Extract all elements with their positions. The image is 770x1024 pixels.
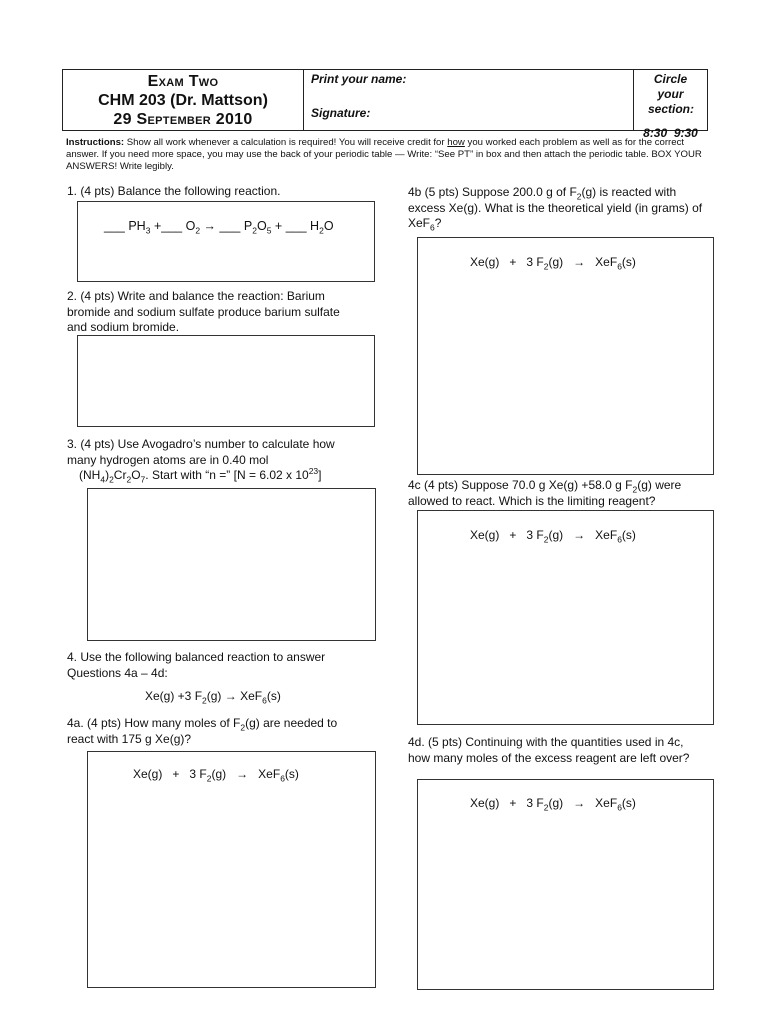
answer-box-3[interactable] [87,488,376,641]
answer-box-4a[interactable] [87,751,376,988]
question-4c-prompt: 4c (4 pts) Suppose 70.0 g Xe(g) +58.0 g $F_2(g)$ were allowed to react. Which is the limiting reagent? [408,478,682,508]
instructions [66,137,716,174]
signature-label: Signature: [311,106,371,120]
exam-title: Exam Two [147,73,219,90]
section-cell[interactable] [634,70,707,140]
answer-box-4c[interactable] [417,510,714,725]
exam-title-cell [63,70,304,130]
name-cell[interactable] [304,70,634,130]
instructions-text-2: you worked each problem as well as for the correct answer. If you need more space, you may use the back of your periodic table — Write: “See PT” in box and then attach the periodic table. BOX YOUR ANSWERS! Write legibly. [66,137,702,173]
question-1-prompt: 1. (4 pts) Balance the following reaction. [67,184,281,198]
instructions-text-1: Show all work whenever a calculation is required! You will receive credit for [124,137,448,148]
exam-date: 29 September 2010 [113,111,253,128]
circle-section-label: Circle your section: [648,72,695,116]
answer-box-4d[interactable] [417,779,714,990]
question-3-prompt: 3. (4 pts) Use Avogadro’s number to calculate how many hydrogen atoms are in 0.40 mol $(NH_4)_2Cr_2O_7$. Start with “n =” [N = 6.02 x $10^{23}$] [67,437,335,485]
instructions-how: how [447,137,465,148]
answer-box-4b[interactable] [417,237,714,475]
question-2-prompt: 2. (4 pts) Write and balance the reaction: Barium bromide and sodium sulfate produce barium sulfate and sodium bromide. [67,289,340,334]
box-4c-equation: Xe(g) + 3 $F_2(g)$ → XeF$_6$(s) [470,528,636,545]
question-4a-prompt: 4a. (4 pts) How many moles of $F_2(g)$ are needed to react with 175 g Xe(g)? [67,716,338,746]
section-options[interactable]: 8:30 9:30 [643,126,698,140]
course-title: CHM 203 (Dr. Mattson) [98,92,268,109]
question-4d-prompt: 4d. (5 pts) Continuing with the quantities used in 4c, how many moles of the excess reagent are left over? [408,735,690,765]
question-4-prompt: 4. Use the following balanced reaction to answer Questions 4a – 4d: [67,650,326,680]
exam-header [62,69,708,140]
answer-box-1[interactable] [77,201,375,282]
answer-box-2[interactable] [77,335,375,427]
question-1-equation: ___ $PH_3$ +___ $O_2$ → ___ $P_2O_5$ + ___ $H_2O$ [104,219,334,236]
question-4-equation: Xe(g) +3 $F_2(g) \to XeF_6(s)$ [145,689,281,706]
box-4b-equation: Xe(g) + 3 $F_2(g)$ → XeF$_6$(s) [470,255,636,272]
instructions-label: Instructions: [66,137,125,148]
box-4a-equation: Xe(g) + 3 $F_2(g)$ → XeF$_6$(s) [133,767,299,784]
question-4b-prompt: 4b (5 pts) Suppose 200.0 g of $F_2(g)$ is reacted with excess Xe(g). What is the theoretical yield (in grams) of XeF$_6$? [408,185,703,233]
box-4d-equation: Xe(g) + 3 $F_2(g)$ → XeF$_6$(s) [470,796,636,813]
print-name-label: Print your name: [311,72,407,86]
